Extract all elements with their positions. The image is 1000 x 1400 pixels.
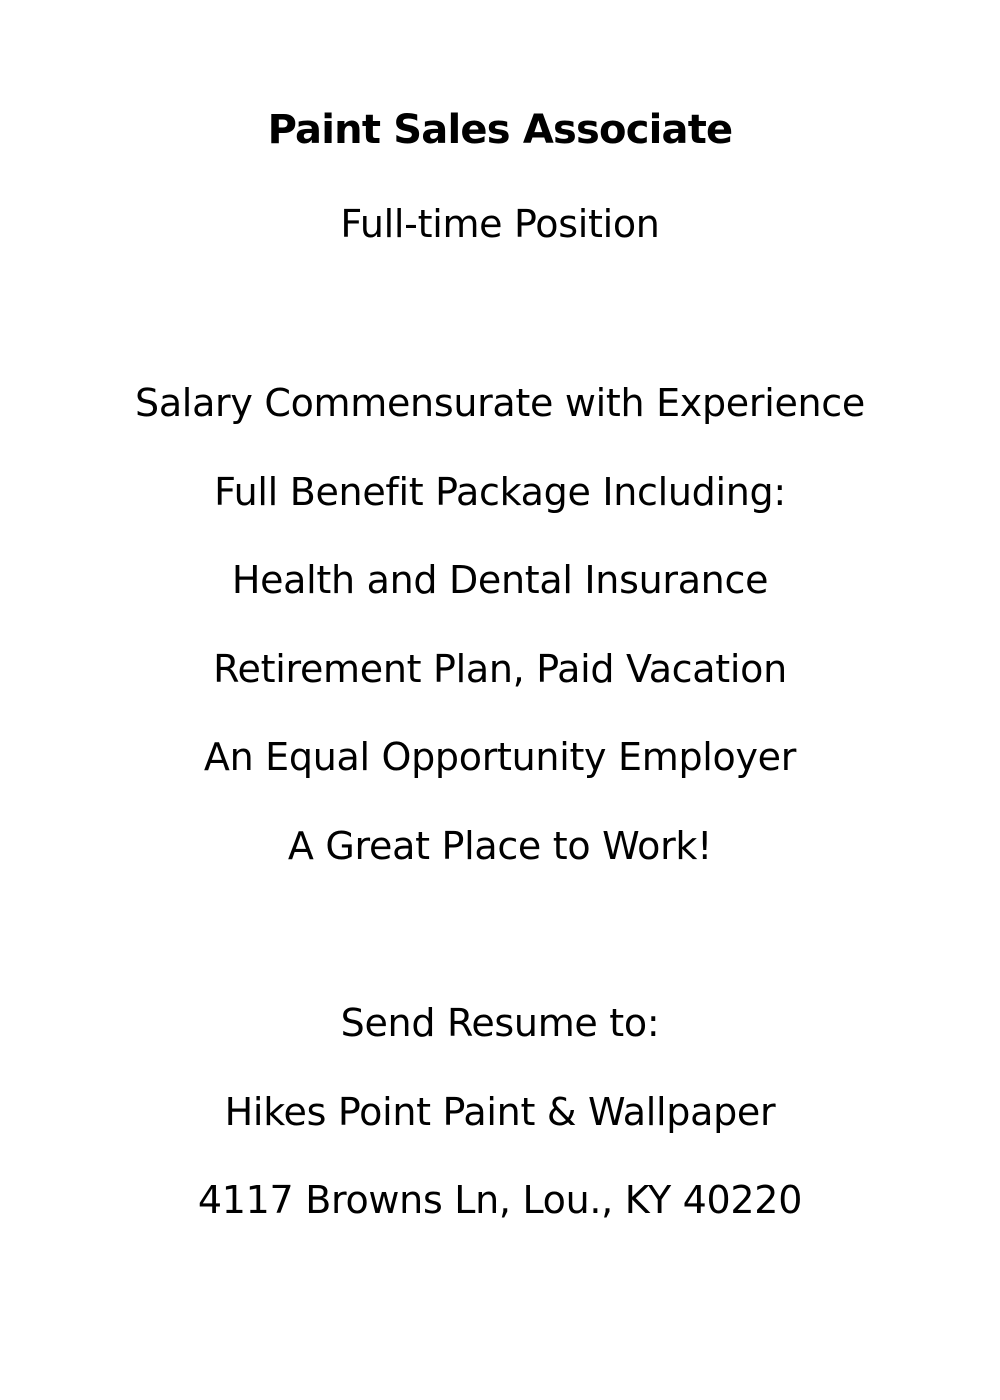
equal-opportunity-line: An Equal Opportunity Employer	[203, 735, 797, 779]
workplace-line: A Great Place to Work!	[287, 824, 713, 868]
company-name: Hikes Point Paint & Wallpaper	[224, 1090, 776, 1134]
job-title: Paint Sales Associate	[267, 107, 733, 153]
company-address: 4117 Browns Ln, Lou., KY 40220	[197, 1178, 803, 1222]
contact-heading: Send Resume to:	[340, 1001, 660, 1045]
insurance-line: Health and Dental Insurance	[231, 558, 769, 602]
position-type: Full-time Position	[340, 202, 660, 246]
benefits-line: Full Benefit Package Including:	[214, 470, 786, 514]
salary-line: Salary Commensurate with Experience	[135, 381, 865, 425]
retirement-line: Retirement Plan, Paid Vacation	[213, 647, 787, 691]
